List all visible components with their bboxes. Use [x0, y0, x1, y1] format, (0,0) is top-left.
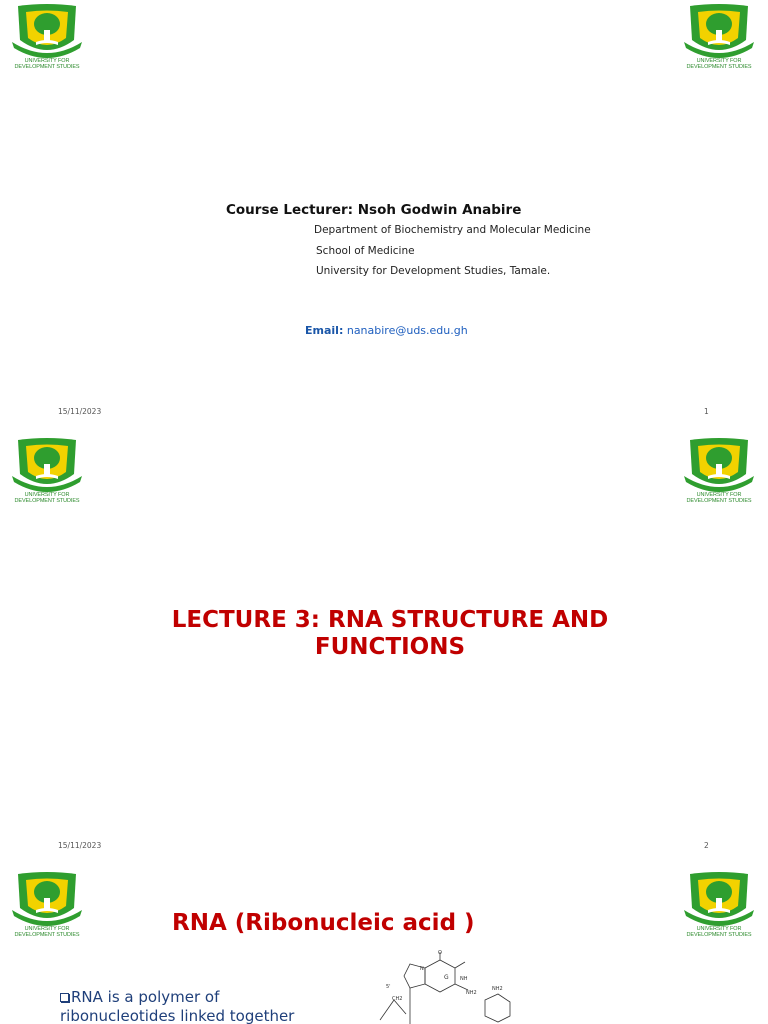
shield-emblem-icon	[680, 438, 758, 494]
bullet-line2: ribonucleotides linked together	[60, 1007, 295, 1024]
university-logo-left	[8, 872, 86, 942]
shield-emblem-icon	[680, 872, 758, 928]
structure-label-n: N	[420, 966, 424, 972]
logo-caption: UNIVERSITY FOR DEVELOPMENT STUDIES	[14, 58, 80, 70]
structure-label-o: O	[438, 950, 442, 956]
school: School of Medicine	[316, 245, 415, 257]
logo-caption: UNIVERSITY FOR DEVELOPMENT STUDIES	[14, 492, 80, 504]
department: Department of Biochemistry and Molecular Medicine	[314, 224, 591, 236]
university-logo-left	[8, 4, 86, 74]
structure-label-5prime: 5'	[386, 984, 391, 990]
shield-emblem-icon	[8, 438, 86, 494]
bullet-line1: RNA is a polymer of	[71, 988, 220, 1006]
slide-number: 1	[704, 407, 709, 416]
course-lecturer: Course Lecturer: Nsoh Godwin Anabire	[226, 202, 522, 218]
structure-label-nh: NH	[460, 976, 468, 982]
shield-emblem-icon	[8, 872, 86, 928]
logo-caption: UNIVERSITY FOR DEVELOPMENT STUDIES	[686, 58, 752, 70]
slide-number: 2	[704, 841, 709, 850]
checkbox-bullet-icon	[60, 993, 69, 1002]
slide-date: 15/11/2023	[58, 407, 102, 416]
nucleotide-structure-diagram	[360, 950, 560, 1024]
logo-caption: UNIVERSITY FOR DEVELOPMENT STUDIES	[686, 926, 752, 938]
lecture-title	[100, 607, 680, 661]
structure-label-g: G	[444, 974, 449, 981]
email-label: Email:	[305, 324, 344, 337]
university-logo-right	[680, 872, 758, 942]
email-address[interactable]: nanabire@uds.edu.gh	[346, 324, 468, 337]
lecture-title-line2: FUNCTIONS	[314, 634, 466, 660]
shield-emblem-icon	[680, 4, 758, 60]
university-logo-right	[680, 4, 758, 74]
slide-3	[0, 868, 768, 1024]
slide-date: 15/11/2023	[58, 841, 102, 850]
shield-emblem-icon	[8, 4, 86, 60]
structure-label-nh2-a: NH2	[466, 990, 477, 996]
university: University for Development Studies, Tamale.	[316, 265, 551, 277]
logo-caption: UNIVERSITY FOR DEVELOPMENT STUDIES	[14, 926, 80, 938]
university-logo-left	[8, 438, 86, 508]
slide-2	[0, 434, 768, 868]
structure-label-ch2: CH2	[392, 996, 403, 1002]
university-logo-right	[680, 438, 758, 508]
rna-title: RNA (Ribonucleic acid )	[172, 910, 475, 936]
slide-1	[0, 0, 768, 434]
lecture-title-line1: LECTURE 3: RNA STRUCTURE AND	[171, 607, 609, 633]
bullet-point	[60, 988, 330, 1024]
structure-label-nh2-b: NH2	[492, 986, 503, 992]
logo-caption: UNIVERSITY FOR DEVELOPMENT STUDIES	[686, 492, 752, 504]
email-line	[305, 324, 468, 337]
